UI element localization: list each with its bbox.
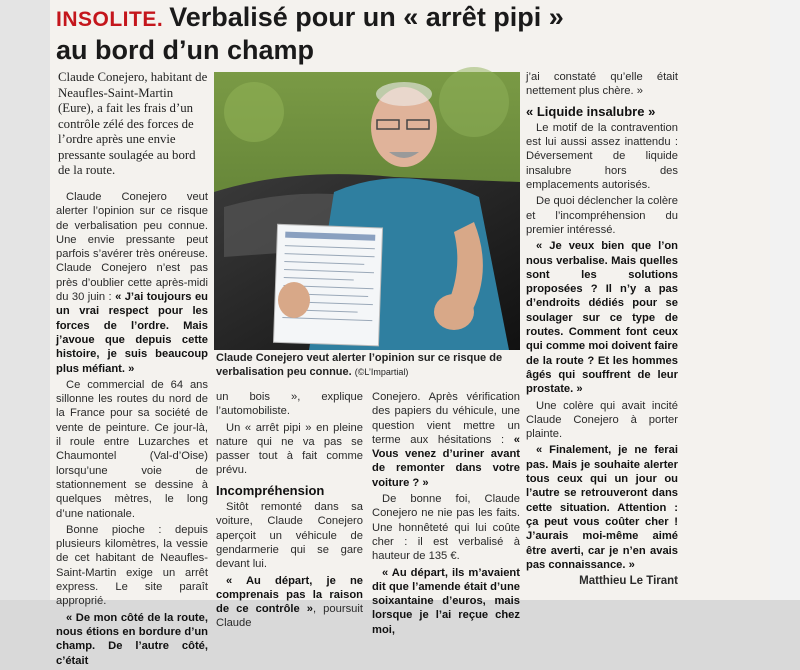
headline-line-2: au bord d’un champ: [56, 35, 315, 65]
kicker-label: INSOLITE.: [56, 8, 164, 31]
col2a-paragraph-1: un bois », explique l’automobiliste.: [216, 391, 363, 418]
article-column-1: [56, 190, 208, 670]
page-right-margin: [770, 0, 800, 600]
photo-credit: (©L’Impartial): [354, 366, 409, 377]
col2a-paragraph-2: Un « arrêt pipi » en pleine nature qui ne va pas se passer tout à fait comme prévu.: [216, 421, 363, 477]
col2b-p1-quote: « Vous venez d’uriner avant de remonter dans votre voiture ? »: [372, 433, 520, 489]
article-photo: [214, 72, 520, 350]
col1-p1-quote: « J’ai toujours eu un vrai respect pour les forces de l’ordre. Mais j’avoue que depuis cette histoire, je suis beaucoup plus méfiant. »: [56, 291, 208, 375]
col3-paragraph-0: j’ai constaté qu’elle était nettement plus chère. »: [526, 71, 678, 98]
col2a-paragraph-4: [216, 574, 363, 631]
headline: [56, 2, 756, 66]
col2a-p4-quote: « Au départ, je ne comprenais pas la raison de ce contrôle »: [216, 574, 363, 616]
headline-line-1: Verbalisé pour un « arrêt pipi »: [169, 2, 564, 32]
subhead-liquide-insalubre: « Liquide insalubre »: [526, 103, 656, 119]
man-holding-ticket-photo: [214, 72, 520, 350]
article-column-2b: [372, 390, 520, 639]
newspaper-clipping: [50, 0, 770, 667]
col3-paragraph-1: Le motif de la contravention est lui aussi assez inattendu : Déversement de liquide insalubre hors des emplacements autorisés.: [526, 121, 678, 192]
col1-paragraph-3: Bonne pioche : depuis plusieurs kilomètres, la vessie de cet habitant de Neaufles-Saint-Martin exige un arrêt express. Le site paraît approprié.: [56, 523, 208, 608]
col2b-paragraph-3-quote: « Au départ, ils m’avaient dit que l’amende était d’une soixantaine d’euros, mais lorsque je l’ai reçue chez moi,: [372, 566, 520, 636]
col1-paragraph-2: Ce commercial de 64 ans sillonne les routes du nord de la France pour sa société de vente de peinture. Ce jour-là, il roule entre Luzarches et Chaumontel (Val-d’Oise) lorsqu’une voie de stationnement se dessine à quelques mètres, le long d’une nationale.: [56, 378, 208, 520]
col2b-p1-text: Conejero. Après vérification des papiers du véhicule, une question vient mettre un terme aux hésitations :: [372, 391, 520, 446]
col2a-paragraph-3: Sitôt remonté dans sa voiture, Claude Conejero aperçoit un véhicule de gendarmerie qui se gare devant lui.: [216, 501, 363, 571]
page-left-margin: [0, 0, 50, 600]
photo-caption-text: Claude Conejero veut alerter l’opinion sur ce risque de verbalisation peu connue.: [216, 352, 503, 378]
col3-paragraph-3-quote: « Je veux bien que l’on nous verbalise. Mais quelles sont les solutions proposées ? Il n’y a pas d’endroits dédiés pour se soulager sur ce type de routes. Comment font ceux qui comme moi doivent faire de la route ? Et les hommes âgés qui souffrent de leur prostate. »: [526, 240, 678, 396]
col3-paragraph-5-quote: « Finalement, je ne ferai pas. Mais je souhaite alerter tous ceux qui un jour ou l’autre se retrouveront dans cette situation. Attention : ça peut vous coûter cher ! J’aurais moi-même aimé être averti, car je n’en avais pas connaissance. »: [526, 444, 678, 571]
col1-paragraph-4-quote: « De mon côté de la route, nous étions en bordure d’un champ. De l’autre côté, c’était: [56, 611, 208, 667]
col2a-p4-tail: , poursuit Claude: [216, 603, 363, 630]
subhead-incomprehension: Incompréhension: [216, 482, 325, 498]
photo-caption: [216, 352, 516, 379]
col2b-paragraph-1: [372, 390, 520, 490]
col2b-paragraph-2: De bonne foi, Claude Conejero ne nie pas les faits. Une honnêteté qui lui coûte cher : il est verbalisé à hauteur de 135 €.: [372, 493, 520, 563]
author-signature: Matthieu Le Tirant: [579, 575, 678, 588]
col1-p1-text: Claude Conejero veut alerter l’opinion sur ce risque de verbalisation peu connue. Une envie pressante peut parfois s’avérer très onéreuse. Claude Conejero n’est pas près d’oublier cette après-midi du 30 juin :: [56, 191, 208, 304]
col1-paragraph: [56, 190, 208, 376]
article-column-2a: [216, 390, 363, 633]
col3-paragraph-2: De quoi déclencher la colère et l’incompréhension du premier intéressé.: [526, 195, 678, 236]
article-column-3: [526, 70, 678, 588]
lead-paragraph: Claude Conejero, habitant de Neaufles-Saint-Martin (Eure), a fait les frais d’un contrôle zélé des forces de l’ordre après une envie pressante soulagée au bord de la route.: [58, 70, 208, 177]
col3-paragraph-4: Une colère qui avait incité Claude Conejero à porter plainte.: [526, 399, 678, 441]
